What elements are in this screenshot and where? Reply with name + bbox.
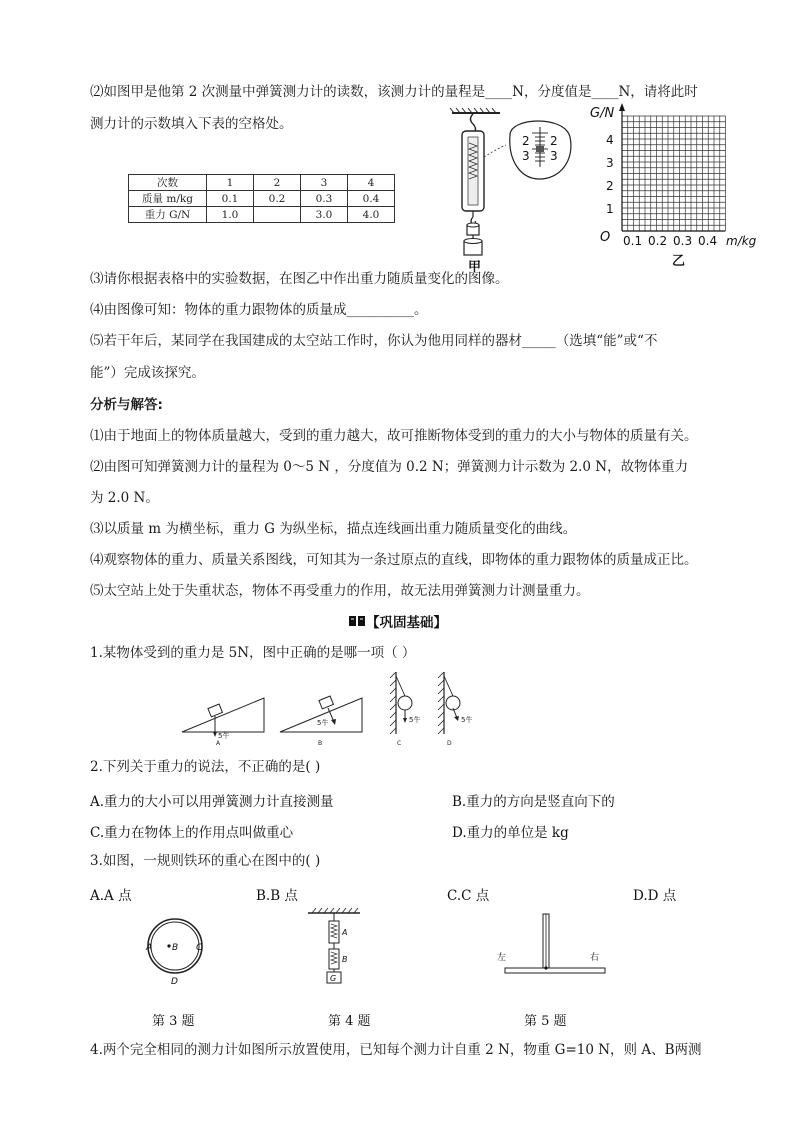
scale-a-label: A [342,928,348,937]
p2-option-a[interactable]: A.重力的大小可以用弹簧测力计直接测量 [90,794,334,810]
p3-option-a[interactable]: A.A 点 [90,888,132,904]
x-tick-label: 0.2 [648,234,668,248]
table-cell: 0.1 [207,191,254,207]
y-tick-label: 1 [606,202,614,216]
p1-force-label: 5牛 [461,716,473,724]
scale-left-3: 3 [522,149,530,163]
ring-point-d: D [171,977,178,987]
table-header-cell: 1 [207,175,254,191]
analysis-4: ⑷观察物体的重力、质量关系图线，可知其为一条过原点的直线，即物体的重力跟物体的质量成正比。 [90,552,698,568]
p1-force-label: 5牛 [218,732,230,740]
tbar-right-label: 右 [590,953,600,963]
analysis-title: 分析与解答: [90,397,163,413]
table-cell: 3.0 [301,207,348,223]
y-tick-label: 4 [606,133,614,147]
analysis-2-line2: 为 2.0 N。 [90,490,159,506]
table-cell: 0.3 [301,191,348,207]
table-header-cell: 次数 [129,175,207,191]
table-row-mass [129,191,395,207]
table-cell: 质量 m/kg [129,191,207,207]
book-icon [348,614,366,628]
two-scales-figure [306,907,366,987]
analysis-2-line1: ⑵由图可知弹簧测力计的量程为 0～5 N ，分度值为 0.2 N；弹簧测力计示数为 2.0 N，故物体重力 [90,459,689,475]
q3-text: ⑶请你根据表格中的实验数据，在图乙中作出重力随质量变化的图像。 [90,271,509,287]
ring-figure [130,910,220,990]
y-axis-title: G/N [590,106,615,121]
p3-option-c[interactable]: C.C 点 [447,888,490,904]
p1-figures [176,672,476,752]
x-tick-label: 0.4 [698,234,718,248]
p1-force-label: 5牛 [409,716,421,724]
p2-option-c[interactable]: C.重力在物体上的作用点叫做重心 [90,825,294,841]
table-header-cell: 3 [301,175,348,191]
graph-grid [622,116,726,231]
p1-force-label: 5牛 [317,719,329,727]
q2-line2: 测力计的示数填入下表的空格处。 [90,116,293,132]
y-tick-label: 2 [606,179,614,193]
q5-line2: 能”）完成该探究。 [90,365,205,381]
p4-question: 4.两个完全相同的测力计如图所示放置使用，已知每个测力计自重 2 N，物重 G=10 N，则 A、B两测 [90,1042,702,1058]
section-title: 【巩固基础】 [366,615,447,631]
tbar-figure [495,912,615,982]
q4-text: ⑷由图像可知：物体的重力跟物体的质量成__________。 [90,302,428,318]
figure-yi-label: 乙 [672,254,686,268]
analysis-3: ⑶以质量 m 为横坐标，重力 G 为纵坐标，描点连线画出重力随质量变化的曲线。 [90,521,577,537]
p3-option-d[interactable]: D.D 点 [633,888,677,904]
analysis-5: ⑸太空站上处于失重状态，物体不再受重力的作用，故无法用弹簧测力计测量重力。 [90,583,590,599]
p2-option-d[interactable]: D.重力的单位是 kg [452,825,569,841]
p2-question: 2.下列关于重力的说法，不正确的是( ) [90,759,321,775]
table-cell: 0.2 [254,191,301,207]
ring-point-b: B [172,943,179,953]
q5-line1: ⑸若干年后，某同学在我国建成的太空站工作时，你认为他用同样的器材_____（选填“能”或“不 [90,333,658,349]
q2-line1: ⑵如图甲是他第 2 次测量中弹簧测力计的读数，该测力计的量程是____N，分度值是____N，请将此时 [90,84,698,100]
x-tick-label: 0.1 [623,234,643,248]
table-header-cell: 2 [254,175,301,191]
table-header-row [129,175,395,191]
weight-g-label: G [330,974,337,983]
scale-b-label: B [342,955,348,964]
p1-label-d: D [447,740,452,747]
table-cell: 4.0 [348,207,395,223]
p3-option-b[interactable]: B.B 点 [256,888,298,904]
x-axis-title: m/kg [726,234,757,248]
section-heading [348,611,447,631]
p1-label-a: A [216,740,221,747]
ring-point-a: A [146,943,153,953]
data-table [128,174,395,223]
table-cell: 重力 G/N [129,207,207,223]
x-tick-label: 0.3 [673,234,693,248]
table-cell: 0.4 [348,191,395,207]
p3-question: 3.如图，一规则铁环的重心在图中的( ) [90,853,321,869]
caption-fig-4: 第 4 题 [328,1014,371,1029]
table-row-weight [129,207,395,223]
p1-label-c: C [397,740,402,747]
figure-jia-label: 甲 [468,260,482,275]
origin-label: O [600,230,611,245]
p1-question: 1.某物体受到的重力是 5N，图中正确的是哪一项（ ） [90,645,416,661]
p1-label-b: B [318,740,323,747]
analysis-1: ⑴由于地面上的物体质量越大，受到的重力越大，故可推断物体受到的重力的大小与物体的质量有关。 [90,428,698,444]
table-cell-blank[interactable] [254,207,301,223]
caption-fig-5: 第 5 题 [524,1014,567,1029]
ring-point-c: C [196,943,203,953]
graph-yi-figure [590,103,765,268]
table-cell: 1.0 [207,207,254,223]
scale-right-3: 3 [550,149,558,163]
scale-left-2: 2 [522,134,530,148]
y-tick-label: 3 [606,156,614,170]
tbar-left-label: 左 [497,953,507,963]
spring-scale-figure [440,105,580,275]
caption-fig-3: 第 3 题 [152,1014,195,1029]
p2-option-b[interactable]: B.重力的方向是竖直向下的 [452,794,615,810]
y-axis-arrow-icon [619,103,625,111]
table-header-cell: 4 [348,175,395,191]
scale-right-2: 2 [550,134,558,148]
